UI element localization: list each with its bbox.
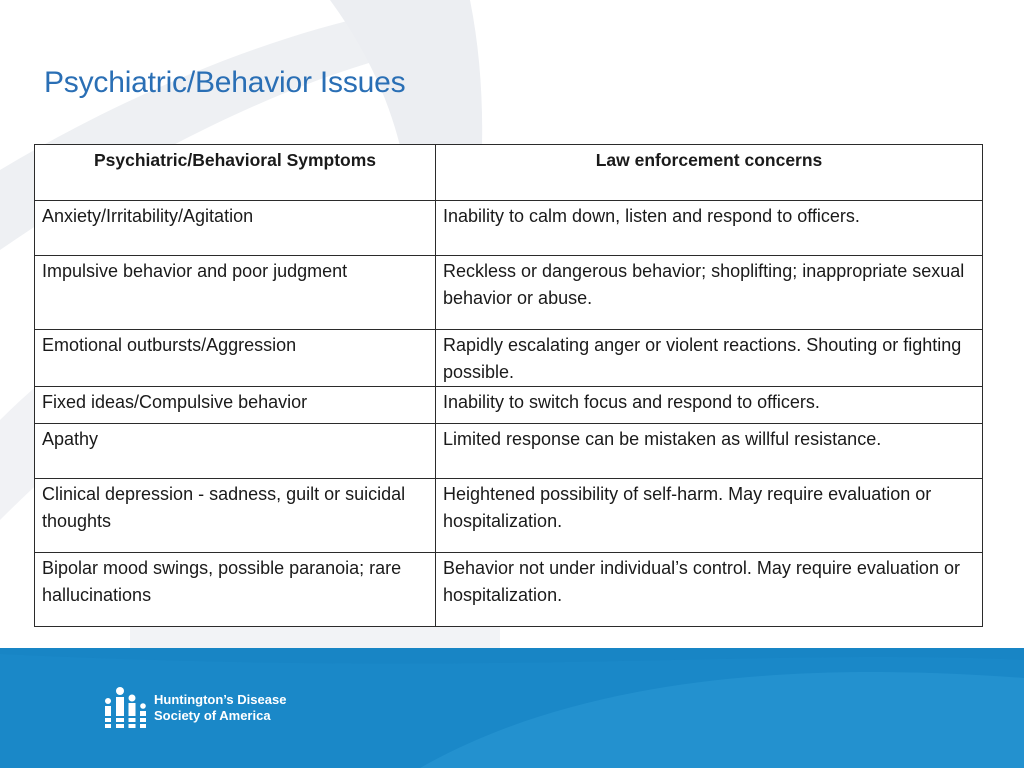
concern-cell: Reckless or dangerous behavior; shoplifting; inappropriate sexual behavior or abuse. bbox=[436, 256, 983, 330]
concern-cell: Rapidly escalating anger or violent reactions. Shouting or fighting possible. bbox=[436, 330, 983, 387]
table-row bbox=[35, 424, 983, 479]
symptom-cell: Impulsive behavior and poor judgment bbox=[35, 256, 436, 330]
symptoms-table bbox=[34, 144, 983, 627]
symptom-cell: Clinical depression - sadness, guilt or suicidal thoughts bbox=[35, 479, 436, 553]
symptom-cell: Apathy bbox=[35, 424, 436, 479]
table-row bbox=[35, 201, 983, 256]
logo-text-line-1: Huntington’s Disease bbox=[154, 692, 287, 707]
hdsa-logo bbox=[103, 686, 286, 730]
concern-cell: Limited response can be mistaken as willful resistance. bbox=[436, 424, 983, 479]
table-row bbox=[35, 256, 983, 330]
table-row bbox=[35, 330, 983, 387]
slide-title: Psychiatric/Behavior Issues bbox=[44, 66, 406, 99]
symptom-cell: Emotional outbursts/Aggression bbox=[35, 330, 436, 387]
concern-cell: Inability to switch focus and respond to officers. bbox=[436, 387, 983, 424]
symptom-cell: Anxiety/Irritability/Agitation bbox=[35, 201, 436, 256]
symptom-cell: Fixed ideas/Compulsive behavior bbox=[35, 387, 436, 424]
hdsa-logo-mark-icon bbox=[103, 686, 147, 730]
table-row bbox=[35, 479, 983, 553]
table-row bbox=[35, 387, 983, 424]
concern-cell: Inability to calm down, listen and respond to officers. bbox=[436, 201, 983, 256]
table-row bbox=[35, 553, 983, 627]
symptoms-table-container bbox=[34, 144, 982, 627]
logo-text-line-2: Society of America bbox=[154, 708, 271, 723]
concern-cell: Heightened possibility of self-harm. May require evaluation or hospitalization. bbox=[436, 479, 983, 553]
table-header-row bbox=[35, 145, 983, 201]
concern-cell: Behavior not under individual’s control. May require evaluation or hospitalization. bbox=[436, 553, 983, 627]
symptom-cell: Bipolar mood swings, possible paranoia; rare hallucinations bbox=[35, 553, 436, 627]
hdsa-logo-text bbox=[154, 692, 286, 724]
header-symptoms: Psychiatric/Behavioral Symptoms bbox=[35, 145, 436, 201]
header-law-enforcement-concerns: Law enforcement concerns bbox=[436, 145, 983, 201]
